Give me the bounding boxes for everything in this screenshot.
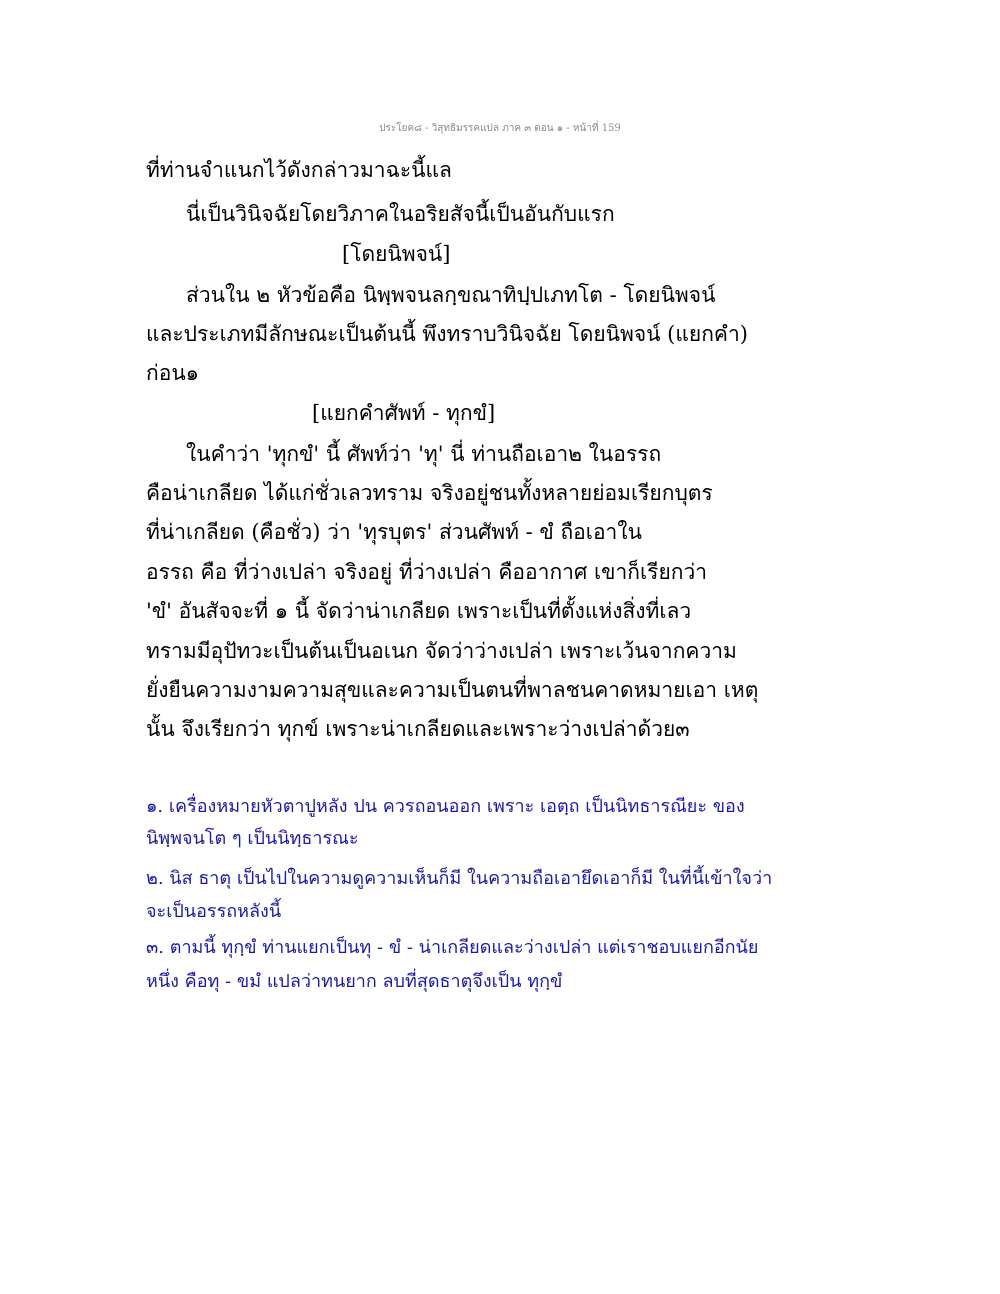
body-line: นั้น จึงเรียกว่า ทุกข์ เพราะน่าเกลียดและเพราะว่างเปล่าด้วย๓ xyxy=(146,717,690,741)
body-line: 'ขํ' อันสัจจะที่ ๑ นี้ จัดว่าน่าเกลียด เพราะเป็นที่ตั้งแห่งสิ่งที่เลว xyxy=(146,599,692,623)
footnote-line: นิพฺพจนโต ๆ เป็นนิทฺธารณะ xyxy=(146,828,359,849)
body-line: อรรถ คือ ที่ว่างเปล่า จริงอยู่ ที่ว่างเปล่า คืออากาศ เขาก็เรียกว่า xyxy=(146,560,708,584)
body-line: ยั่งยืนความงามความสุขและความเป็นตนที่พาลชนคาดหมายเอา เหตุ xyxy=(146,678,759,702)
footnote-line: ๓. ตามนี้ ทุกฺขํ ท่านแยกเป็นทุ - ขํ - น่าเกลียดและว่างเปล่า แต่เราชอบแยกอีกนัย xyxy=(146,937,759,958)
body-line: ที่น่าเกลียด (คือชั่ว) ว่า 'ทุรบุตร' ส่วนศัพท์ - ขํ ถือเอาใน xyxy=(146,520,642,544)
section-heading: [แยกคำศัพท์ - ทุกขํ] xyxy=(312,401,496,425)
body-line: นี่เป็นวินิจฉัยโดยวิภาคในอริยสัจนี้เป็นอันกับแรก xyxy=(186,202,615,226)
body-line: ส่วนใน ๒ หัวข้อคือ นิพฺพจนลกฺขณาทิปฺปเภทโต - โดยนิพจน์ xyxy=(186,283,716,307)
body-line: ในคำว่า 'ทุกขํ' นี้ ศัพท์ว่า 'ทุ' นี่ ท่านถือเอา๒ ในอรรถ xyxy=(186,442,662,466)
body-line: และประเภทมีลักษณะเป็นต้นนี้ พึงทราบวินิจฉัย โดยนิพจน์ (แยกคำ) xyxy=(146,322,748,346)
body-line: คือน่าเกลียด ได้แก่ชั่วเลวทราม จริงอยู่ชนทั้งหลายย่อมเรียกบุตร xyxy=(146,481,713,505)
body-line: ทรามมีอุปัทวะเป็นต้นเป็นอเนก จัดว่าว่างเปล่า เพราะเว้นจากความ xyxy=(146,639,737,663)
body-line: ที่ท่านจำแนกไว้ดังกล่าวมาฉะนี้แล xyxy=(146,158,452,182)
footnote-line: จะเป็นอรรถหลังนี้ xyxy=(146,901,282,922)
body-line: ก่อน๑ xyxy=(146,361,200,385)
page-header: ประโยค๘ - วิสุทธิมรรคแปล ภาค ๓ ตอน ๑ - หน้าที่ 159 xyxy=(379,123,621,134)
footnote-line: หนึ่ง คือทุ - ขมํ แปลว่าทนยาก ลบที่สุดธาตุจึงเป็น ทุกฺขํ xyxy=(146,971,563,992)
footnote-line: ๒. นิส ธาตุ เป็นไปในความดูความเห็นก็มี ในความถือเอายึดเอาก็มี ในที่นี้เข้าใจว่า xyxy=(146,868,773,889)
section-heading: [โดยนิพจน์] xyxy=(342,242,451,266)
footnote-line: ๑. เครื่องหมายหัวตาปูหลัง ปน ควรถอนออก เพราะ เอตฺถ เป็นนิทธารณียะ ของ xyxy=(146,796,745,817)
